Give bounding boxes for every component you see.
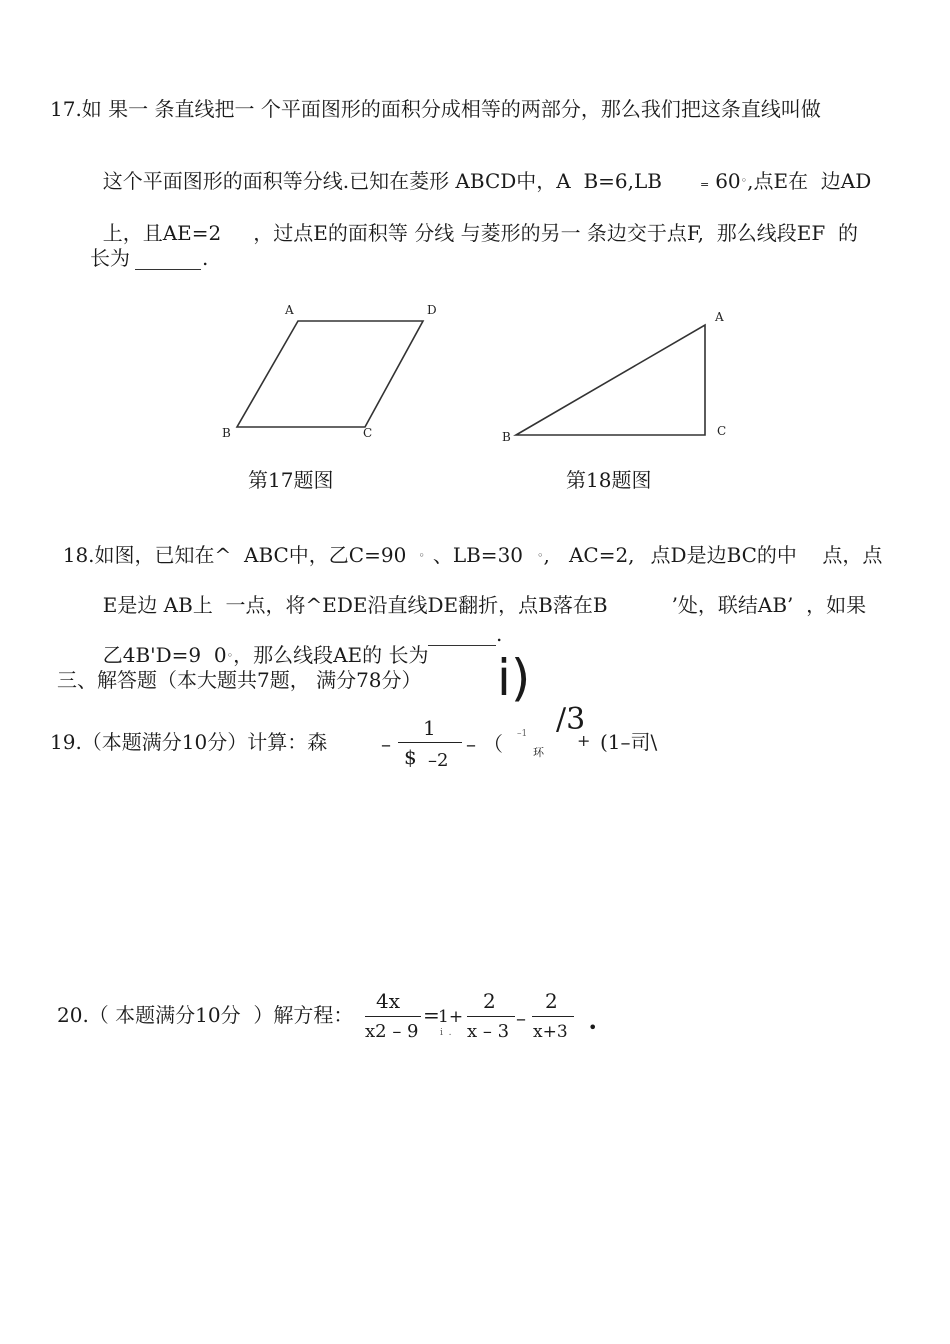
triangle-label-a: A (715, 310, 724, 324)
q18-line-2a: E是边 AB上 一点，将^EDE沿直线DE翻折，点B落在B (102, 593, 608, 617)
q20-prefix: 20.（ 本题满分10分 ）解方程： (57, 1003, 354, 1027)
section-3-title: 三、解答题（本大题共7题， 满分78分） (57, 668, 422, 692)
q18-line-1a: 18.如图，已知在^ ABC中，乙C=90 (62, 543, 407, 567)
q20-f3-denominator: x+3 (533, 1022, 568, 1042)
q19-minus-2: – (466, 732, 476, 756)
q20-one-plus: 1+ (438, 1007, 464, 1027)
q19-frac-den-b: –2 (428, 750, 449, 771)
q20-f2-bar (467, 1016, 515, 1017)
q20-f3-bar (532, 1016, 574, 1017)
q18-line-1d: 点D是边BC的中 点，点 (650, 543, 883, 567)
triangle-shape (516, 325, 705, 435)
triangle-label-b: B (502, 430, 511, 444)
q20-f1-numerator: 4x (376, 989, 401, 1013)
rhombus-label-d: D (427, 303, 437, 317)
section-3-artifact: i) (497, 649, 531, 707)
q20-equals: = (423, 1003, 440, 1027)
q18-end-period: . (496, 622, 503, 646)
q18-degree-2: ◦ (537, 549, 544, 562)
q18-line-3a: 乙4B'D=9 0 (102, 643, 227, 667)
triangle-label-c: C (717, 424, 727, 438)
q19-root-three: /3 (556, 702, 586, 737)
q20-f1-bar (365, 1016, 421, 1017)
rhombus-figure (215, 300, 445, 440)
q19-frac-bar (398, 742, 462, 743)
q19-plus: + (577, 731, 591, 750)
q19-frac-den-a: $ (404, 745, 417, 769)
q17-answer-blank (135, 269, 201, 270)
q18-line-3 (90, 619, 429, 668)
q19-tiny-mark: –1 (517, 729, 528, 739)
q17-line-1: 17.如 果一 条直线把一 个平面图形的面积分成相等的两部分，那么我们把这条直线叫做 (50, 97, 821, 121)
q20-f2-denominator: x – 3 (467, 1021, 510, 1042)
q20-f3-numerator: 2 (545, 989, 558, 1013)
q19-minus-1: – (381, 732, 391, 756)
q20-minus: – (516, 1006, 526, 1030)
q18-line-2b: ’处，联结AB’ ，如果 (671, 593, 867, 617)
q17-line-3a: 上，且AE=2 (102, 221, 222, 245)
q18-line-1b: 、LB=30 (432, 543, 524, 567)
rhombus-label-c: C (363, 426, 373, 440)
q18-degree-3: ◦ (226, 649, 234, 662)
q18-answer-blank (428, 645, 496, 646)
q17-angle-value: 60 (715, 169, 741, 193)
q17-line-2a: 这个平面图形的面积等分线.已知在菱形 ABCD中，A B=6,LB (102, 169, 662, 193)
rhombus-shape (237, 321, 423, 427)
q19-tiny-char: 环 (533, 746, 544, 759)
q17-equals-small: = (699, 178, 710, 191)
q17-line-2 (90, 145, 871, 197)
q17-line-2c: ,点E在 边AD (747, 169, 872, 193)
figure-17-caption: 第17题图 (248, 468, 334, 492)
q20-f1-denominator: x2 – 9 (365, 1021, 419, 1042)
q19-paren: （ (483, 732, 503, 756)
q17-degree: ◦ (740, 174, 748, 187)
q19-frac-numerator: 1 (423, 716, 436, 740)
q20-end-dot: • (588, 1018, 598, 1037)
figure-18-caption: 第18题图 (566, 468, 652, 492)
q19-tail: (1–司\ (600, 730, 658, 754)
q17-end-period: . (202, 246, 209, 270)
q18-line-3b: ，那么线段AE的 长为 (233, 643, 429, 667)
q20-tiny-mark: i . (440, 1028, 452, 1038)
q18-degree-1: ◦ (418, 549, 425, 562)
q17-line-4: 长为 (90, 246, 130, 270)
q18-line-2 (90, 569, 866, 617)
rhombus-label-a: A (285, 303, 294, 317)
q18-line-1 (50, 519, 882, 568)
q18-line-1c: , AC=2, (543, 543, 635, 567)
q17-line-3b: ，过点E的面积等 分线 与菱形的另一 条边交于点F, 那么线段EF 的 (253, 221, 858, 245)
q20-f2-numerator: 2 (483, 989, 496, 1013)
triangle-figure (498, 305, 738, 445)
q19-prefix: 19.（本题满分10分）计算：森 (50, 730, 328, 754)
q17-line-3 (90, 197, 858, 245)
rhombus-label-b: B (222, 426, 231, 440)
